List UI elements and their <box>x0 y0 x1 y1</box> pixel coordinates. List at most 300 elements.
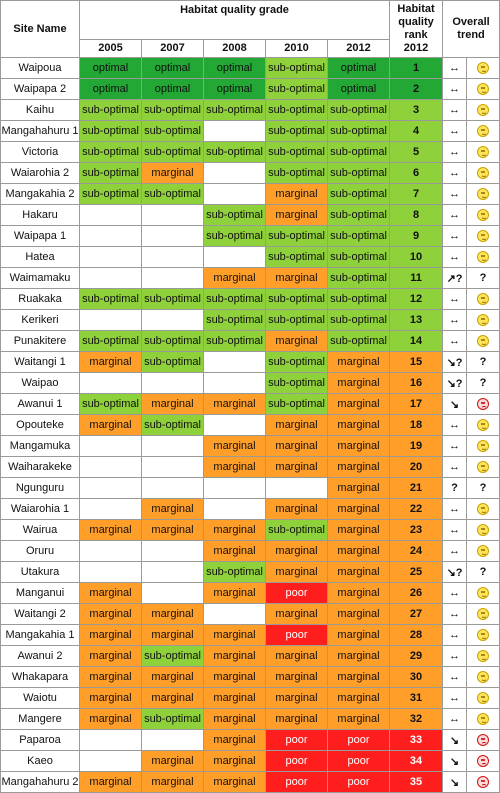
site-name-cell: Mangahahuru 1 <box>1 121 80 142</box>
grade-cell <box>204 499 266 520</box>
trend-face-cell <box>467 604 500 625</box>
site-name-cell: Ngunguru <box>1 478 80 499</box>
smiley-face-icon <box>477 209 489 221</box>
rank-cell: 8 <box>390 205 443 226</box>
grade-cell: sub-optimal <box>204 331 266 352</box>
grade-cell: sub-optimal <box>266 163 328 184</box>
trend-face-cell <box>467 247 500 268</box>
trend-face-cell <box>467 205 500 226</box>
site-name-cell: Awanui 2 <box>1 646 80 667</box>
rank-cell: 28 <box>390 625 443 646</box>
grade-cell: sub-optimal <box>204 310 266 331</box>
grade-cell: marginal <box>266 436 328 457</box>
table-row <box>1 184 500 205</box>
grade-cell <box>80 268 142 289</box>
rank-cell: 1 <box>390 58 443 79</box>
grade-cell <box>80 730 142 751</box>
grade-cell <box>266 478 328 499</box>
grade-cell: optimal <box>204 58 266 79</box>
grade-cell: poor <box>266 751 328 772</box>
trend-face-cell <box>467 730 500 751</box>
grade-cell <box>80 226 142 247</box>
trend-arrow-cell: ↔ <box>443 415 467 436</box>
smiley-face-icon <box>477 251 489 263</box>
grade-cell: marginal <box>266 562 328 583</box>
table-row <box>1 331 500 352</box>
question-mark: ? <box>479 566 487 578</box>
trend-arrow-cell: ↔ <box>443 205 467 226</box>
grade-cell: sub-optimal <box>204 205 266 226</box>
trend-arrow-cell: ↔ <box>443 58 467 79</box>
grade-cell: optimal <box>142 58 204 79</box>
grade-cell: sub-optimal <box>328 247 390 268</box>
grade-cell: sub-optimal <box>142 100 204 121</box>
grade-cell: poor <box>328 730 390 751</box>
grade-cell: poor <box>266 772 328 793</box>
trend-face-cell <box>467 457 500 478</box>
grade-cell <box>142 268 204 289</box>
grade-cell: marginal <box>80 583 142 604</box>
grade-cell: marginal <box>204 436 266 457</box>
grade-cell: marginal <box>142 625 204 646</box>
grade-cell <box>142 436 204 457</box>
site-name-header: Site Name <box>1 1 80 58</box>
frowning-face-icon <box>477 755 489 767</box>
grade-cell: marginal <box>80 415 142 436</box>
site-name-cell: Mangakahia 1 <box>1 625 80 646</box>
trend-arrow-cell: ↔ <box>443 625 467 646</box>
trend-face-cell <box>467 709 500 730</box>
site-name-cell: Waitangi 2 <box>1 604 80 625</box>
grade-cell: marginal <box>328 667 390 688</box>
trend-question-cell <box>467 268 500 289</box>
trend-face-cell <box>467 310 500 331</box>
smiley-face-icon <box>477 692 489 704</box>
grade-cell: marginal <box>142 163 204 184</box>
smiley-face-icon <box>477 104 489 116</box>
trend-arrow-cell: ↔ <box>443 163 467 184</box>
grade-cell: marginal <box>204 646 266 667</box>
grade-cell: sub-optimal <box>328 163 390 184</box>
trend-arrow-cell: ↔ <box>443 520 467 541</box>
trend-arrow-cell: ↔ <box>443 457 467 478</box>
grade-cell <box>204 373 266 394</box>
grade-cell: marginal <box>80 772 142 793</box>
grade-cell: poor <box>266 625 328 646</box>
site-name-cell: Waipao <box>1 373 80 394</box>
rank-cell: 18 <box>390 415 443 436</box>
grade-cell: marginal <box>266 646 328 667</box>
table-row <box>1 121 500 142</box>
rank-cell: 3 <box>390 100 443 121</box>
site-name-cell: Ruakaka <box>1 289 80 310</box>
overall-trend-header: Overall trend <box>443 1 500 58</box>
trend-arrow-cell: ↘ <box>443 394 467 415</box>
trend-face-cell <box>467 646 500 667</box>
grade-cell: marginal <box>142 520 204 541</box>
grade-cell: optimal <box>328 79 390 100</box>
grade-cell: sub-optimal <box>328 289 390 310</box>
grade-cell: marginal <box>266 667 328 688</box>
trend-question-cell <box>467 352 500 373</box>
site-name-cell: Waipapa 2 <box>1 79 80 100</box>
smiley-face-icon <box>477 83 489 95</box>
table-row <box>1 457 500 478</box>
trend-arrow-cell: ? <box>443 478 467 499</box>
rank-cell: 24 <box>390 541 443 562</box>
trend-face-cell <box>467 79 500 100</box>
rank-cell: 20 <box>390 457 443 478</box>
table-body <box>1 58 500 793</box>
trend-arrow-cell: ↔ <box>443 331 467 352</box>
trend-face-cell <box>467 772 500 793</box>
site-name-cell: Waitangi 1 <box>1 352 80 373</box>
grade-cell: marginal <box>204 709 266 730</box>
grade-cell: marginal <box>204 667 266 688</box>
grade-cell <box>142 373 204 394</box>
grade-cell: marginal <box>266 457 328 478</box>
grade-cell: marginal <box>328 709 390 730</box>
frowning-face-icon <box>477 776 489 788</box>
rank-cell: 5 <box>390 142 443 163</box>
trend-arrow-cell: ↗? <box>443 268 467 289</box>
grade-cell: sub-optimal <box>328 226 390 247</box>
smiley-face-icon <box>477 230 489 242</box>
trend-face-cell <box>467 142 500 163</box>
grade-cell: sub-optimal <box>266 247 328 268</box>
site-name-cell: Opouteke <box>1 415 80 436</box>
trend-face-cell <box>467 331 500 352</box>
site-name-cell: Mangamuka <box>1 436 80 457</box>
grade-cell <box>204 415 266 436</box>
grade-cell <box>142 457 204 478</box>
trend-arrow-cell: ↔ <box>443 121 467 142</box>
grade-cell: marginal <box>204 751 266 772</box>
trend-arrow-cell: ↔ <box>443 583 467 604</box>
grade-cell: marginal <box>142 604 204 625</box>
site-name-cell: Kerikeri <box>1 310 80 331</box>
grade-cell: marginal <box>328 478 390 499</box>
trend-arrow-cell: ↔ <box>443 100 467 121</box>
grade-cell: sub-optimal <box>142 646 204 667</box>
grade-cell: sub-optimal <box>204 289 266 310</box>
table-row <box>1 541 500 562</box>
trend-face-cell <box>467 751 500 772</box>
site-name-cell: Mangere <box>1 709 80 730</box>
site-name-cell: Manganui <box>1 583 80 604</box>
site-name-cell: Kaeo <box>1 751 80 772</box>
rank-cell: 15 <box>390 352 443 373</box>
grade-cell: marginal <box>328 457 390 478</box>
grade-cell: sub-optimal <box>80 184 142 205</box>
rank-cell: 16 <box>390 373 443 394</box>
rank-cell: 23 <box>390 520 443 541</box>
grade-cell: marginal <box>328 373 390 394</box>
frowning-face-icon <box>477 398 489 410</box>
site-name-cell: Waipapa 1 <box>1 226 80 247</box>
table-row <box>1 394 500 415</box>
grade-cell <box>80 541 142 562</box>
grade-cell: marginal <box>328 352 390 373</box>
trend-face-cell <box>467 520 500 541</box>
rank-cell: 12 <box>390 289 443 310</box>
table-row <box>1 688 500 709</box>
grade-cell: sub-optimal <box>80 121 142 142</box>
grade-cell: optimal <box>80 58 142 79</box>
grade-cell <box>204 184 266 205</box>
trend-arrow-cell: ↔ <box>443 436 467 457</box>
grade-cell: marginal <box>266 604 328 625</box>
rank-cell: 27 <box>390 604 443 625</box>
grade-cell <box>204 163 266 184</box>
grade-cell: marginal <box>204 457 266 478</box>
smiley-face-icon <box>477 293 489 305</box>
grade-cell: sub-optimal <box>80 289 142 310</box>
site-name-cell: Waimamaku <box>1 268 80 289</box>
grade-cell: sub-optimal <box>266 520 328 541</box>
grade-cell: sub-optimal <box>266 394 328 415</box>
rank-cell: 13 <box>390 310 443 331</box>
grade-cell: marginal <box>328 583 390 604</box>
rank-cell: 11 <box>390 268 443 289</box>
smiley-face-icon <box>477 125 489 137</box>
grade-cell: sub-optimal <box>328 268 390 289</box>
grade-cell: sub-optimal <box>80 100 142 121</box>
grade-cell: marginal <box>80 520 142 541</box>
trend-face-cell <box>467 163 500 184</box>
grade-cell: sub-optimal <box>328 310 390 331</box>
question-mark: ? <box>479 482 487 494</box>
site-name-cell: Wairua <box>1 520 80 541</box>
table-row <box>1 751 500 772</box>
grade-cell: sub-optimal <box>142 415 204 436</box>
grade-cell: marginal <box>328 436 390 457</box>
smiley-face-icon <box>477 335 489 347</box>
site-name-cell: Mangahahuru 2 <box>1 772 80 793</box>
rank-cell: 34 <box>390 751 443 772</box>
trend-face-cell <box>467 541 500 562</box>
trend-arrow-cell: ↘ <box>443 772 467 793</box>
grade-cell: marginal <box>328 394 390 415</box>
table-row <box>1 247 500 268</box>
grade-cell: sub-optimal <box>142 331 204 352</box>
trend-arrow-cell: ↔ <box>443 604 467 625</box>
trend-face-cell <box>467 226 500 247</box>
question-mark: ? <box>479 272 487 284</box>
grade-cell: sub-optimal <box>80 331 142 352</box>
grade-cell <box>80 457 142 478</box>
grade-cell <box>204 604 266 625</box>
rank-cell: 17 <box>390 394 443 415</box>
trend-arrow-cell: ↔ <box>443 310 467 331</box>
rank-cell: 25 <box>390 562 443 583</box>
smiley-face-icon <box>477 629 489 641</box>
grade-cell <box>142 730 204 751</box>
rank-cell: 14 <box>390 331 443 352</box>
grade-cell: sub-optimal <box>266 58 328 79</box>
grade-cell: sub-optimal <box>80 142 142 163</box>
grade-cell: optimal <box>204 79 266 100</box>
trend-face-cell <box>467 58 500 79</box>
grade-cell: marginal <box>204 688 266 709</box>
grade-cell <box>80 562 142 583</box>
rank-cell: 6 <box>390 163 443 184</box>
grade-cell: marginal <box>80 352 142 373</box>
grade-cell: sub-optimal <box>204 226 266 247</box>
table-row <box>1 730 500 751</box>
grade-cell: marginal <box>142 688 204 709</box>
rank-cell: 32 <box>390 709 443 730</box>
rank-cell: 22 <box>390 499 443 520</box>
site-name-cell: Waiharakeke <box>1 457 80 478</box>
grade-cell: sub-optimal <box>204 562 266 583</box>
table-row <box>1 268 500 289</box>
trend-question-cell <box>467 562 500 583</box>
rank-cell: 35 <box>390 772 443 793</box>
trend-face-cell <box>467 688 500 709</box>
rank-cell: 2 <box>390 79 443 100</box>
year-header: 2007 <box>142 39 204 57</box>
table-row <box>1 520 500 541</box>
trend-face-cell <box>467 394 500 415</box>
trend-arrow-cell: ↘ <box>443 751 467 772</box>
rank-cell: 30 <box>390 667 443 688</box>
table-row <box>1 289 500 310</box>
grade-cell: marginal <box>328 520 390 541</box>
grade-cell: sub-optimal <box>266 100 328 121</box>
grade-cell: sub-optimal <box>142 184 204 205</box>
smiley-face-icon <box>477 146 489 158</box>
trend-face-cell <box>467 415 500 436</box>
rank-header: Habitat quality rank 2012 <box>390 1 443 58</box>
grade-cell <box>80 478 142 499</box>
grade-cell: sub-optimal <box>142 709 204 730</box>
trend-question-cell <box>467 373 500 394</box>
table-row <box>1 583 500 604</box>
grade-cell: marginal <box>266 541 328 562</box>
smiley-face-icon <box>477 440 489 452</box>
trend-face-cell <box>467 289 500 310</box>
year-header: 2010 <box>266 39 328 57</box>
site-name-cell: Paparoa <box>1 730 80 751</box>
grade-cell: marginal <box>80 709 142 730</box>
table-row <box>1 226 500 247</box>
table-row <box>1 163 500 184</box>
grade-cell: marginal <box>328 625 390 646</box>
year-header: 2008 <box>204 39 266 57</box>
trend-arrow-cell: ↔ <box>443 247 467 268</box>
trend-arrow-cell: ↔ <box>443 79 467 100</box>
table-row <box>1 142 500 163</box>
grade-cell: sub-optimal <box>142 352 204 373</box>
rank-cell: 26 <box>390 583 443 604</box>
table-row <box>1 499 500 520</box>
grade-cell: sub-optimal <box>80 163 142 184</box>
rank-cell: 7 <box>390 184 443 205</box>
question-mark: ? <box>479 377 487 389</box>
grade-cell: marginal <box>80 646 142 667</box>
grade-cell <box>142 583 204 604</box>
smiley-face-icon <box>477 608 489 620</box>
trend-arrow-cell: ↔ <box>443 688 467 709</box>
grade-cell: poor <box>328 772 390 793</box>
grade-cell: sub-optimal <box>328 205 390 226</box>
trend-arrow-cell: ↔ <box>443 226 467 247</box>
smiley-face-icon <box>477 524 489 536</box>
trend-arrow-cell: ↔ <box>443 499 467 520</box>
grade-cell: sub-optimal <box>266 79 328 100</box>
grade-cell <box>80 310 142 331</box>
site-name-cell: Waipoua <box>1 58 80 79</box>
question-mark: ? <box>479 356 487 368</box>
frowning-face-icon <box>477 734 489 746</box>
rank-cell: 10 <box>390 247 443 268</box>
table-row <box>1 100 500 121</box>
grade-cell: marginal <box>142 667 204 688</box>
grade-cell <box>142 562 204 583</box>
rank-cell: 4 <box>390 121 443 142</box>
grade-cell: poor <box>328 751 390 772</box>
trend-arrow-cell: ↘? <box>443 373 467 394</box>
grade-cell <box>142 541 204 562</box>
grade-cell: marginal <box>204 625 266 646</box>
grade-cell: sub-optimal <box>266 373 328 394</box>
grade-cell: marginal <box>80 667 142 688</box>
table-row <box>1 310 500 331</box>
table-row <box>1 478 500 499</box>
grade-cell: sub-optimal <box>204 142 266 163</box>
trend-arrow-cell: ↔ <box>443 667 467 688</box>
smiley-face-icon <box>477 314 489 326</box>
grade-cell <box>142 310 204 331</box>
grade-cell: sub-optimal <box>328 184 390 205</box>
trend-face-cell <box>467 583 500 604</box>
grade-cell: marginal <box>142 499 204 520</box>
table-row <box>1 709 500 730</box>
table-row <box>1 205 500 226</box>
trend-face-cell <box>467 121 500 142</box>
year-header: 2012 <box>328 39 390 57</box>
trend-arrow-cell: ↔ <box>443 541 467 562</box>
grade-cell: marginal <box>328 499 390 520</box>
grade-cell <box>142 247 204 268</box>
table-row <box>1 625 500 646</box>
site-name-cell: Mangakahia 2 <box>1 184 80 205</box>
trend-face-cell <box>467 667 500 688</box>
grade-cell <box>80 373 142 394</box>
grade-cell: poor <box>266 730 328 751</box>
grade-cell: marginal <box>266 205 328 226</box>
grade-cell <box>80 247 142 268</box>
smiley-face-icon <box>477 545 489 557</box>
grade-cell: sub-optimal <box>266 142 328 163</box>
trend-face-cell <box>467 100 500 121</box>
grade-cell: marginal <box>266 184 328 205</box>
grade-cell: marginal <box>80 604 142 625</box>
trend-face-cell <box>467 436 500 457</box>
grade-cell: marginal <box>204 583 266 604</box>
grade-cell: marginal <box>266 499 328 520</box>
grade-cell: sub-optimal <box>266 310 328 331</box>
grade-cell: sub-optimal <box>266 121 328 142</box>
grade-cell: marginal <box>204 268 266 289</box>
habitat-quality-grade-header: Habitat quality grade <box>80 1 390 40</box>
table-row <box>1 79 500 100</box>
grade-cell: marginal <box>328 541 390 562</box>
table-row <box>1 604 500 625</box>
grade-cell: optimal <box>80 79 142 100</box>
grade-cell <box>204 478 266 499</box>
